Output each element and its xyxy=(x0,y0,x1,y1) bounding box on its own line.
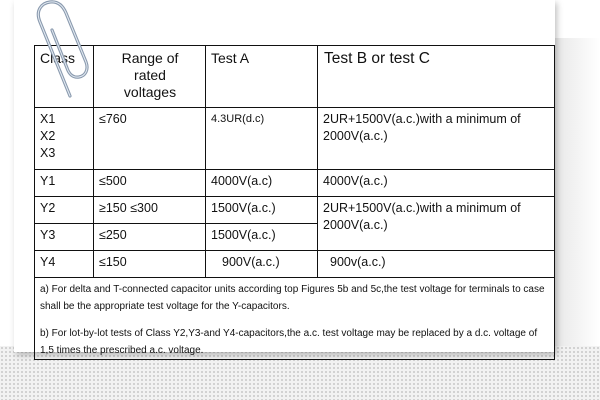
range-cell: ≥150 ≤300 xyxy=(94,197,206,224)
background-right-shadow xyxy=(555,38,600,346)
class-cell: X1 X2 X3 xyxy=(35,108,94,170)
range-cell: ≤760 xyxy=(94,108,206,170)
header-range: Range of rated voltages xyxy=(94,46,206,108)
range-cell: ≤150 xyxy=(94,251,206,278)
test-a-cell: 900V(a.c.) xyxy=(206,251,318,278)
header-row xyxy=(35,46,555,108)
class-cell: Y2 xyxy=(35,197,94,224)
test-voltage-table xyxy=(34,45,555,360)
table-row xyxy=(35,108,555,170)
class-cell: Y3 xyxy=(35,224,94,251)
range-cell: ≤250 xyxy=(94,224,206,251)
class-cell: Y4 xyxy=(35,251,94,278)
table-row xyxy=(35,251,555,278)
range-cell: ≤500 xyxy=(94,170,206,197)
table-row xyxy=(35,170,555,197)
header-class: Class xyxy=(35,46,94,108)
note-b: b) For lot-by-lot tests of Class Y2,Y3-and Y4-capacitors,the a.c. test voltage may be replaced by a d.c. voltage of 1,5 times the prescribed a.c. voltage. xyxy=(40,328,538,356)
table-row xyxy=(35,197,555,224)
notes-row xyxy=(35,278,555,360)
note-a: a) For delta and T-connected capacitor units according top Figures 5b and 5c,the test voltage for terminals to case shall be the appropriate test voltage for the Y-capacitors. xyxy=(40,284,545,312)
notes-cell xyxy=(35,278,555,360)
test-a-cell: 1500V(a.c.) xyxy=(206,224,318,251)
test-bc-cell: 2UR+1500V(a.c.)with a minimum of 2000V(a.c.) xyxy=(318,108,555,170)
class-cell: Y1 xyxy=(35,170,94,197)
test-bc-cell: 2UR+1500V(a.c.)with a minimum of 2000V(a.c.) xyxy=(318,197,555,251)
test-a-cell: 1500V(a.c.) xyxy=(206,197,318,224)
header-test-a: Test A xyxy=(206,46,318,108)
test-bc-cell: 900v(a.c.) xyxy=(318,251,555,278)
header-test-bc: Test B or test C xyxy=(318,46,555,108)
test-a-cell: 4.3UR(d.c) xyxy=(206,108,318,170)
test-bc-cell: 4000V(a.c.) xyxy=(318,170,555,197)
test-a-cell: 4000V(a.c) xyxy=(206,170,318,197)
paperclip-icon xyxy=(26,0,90,100)
